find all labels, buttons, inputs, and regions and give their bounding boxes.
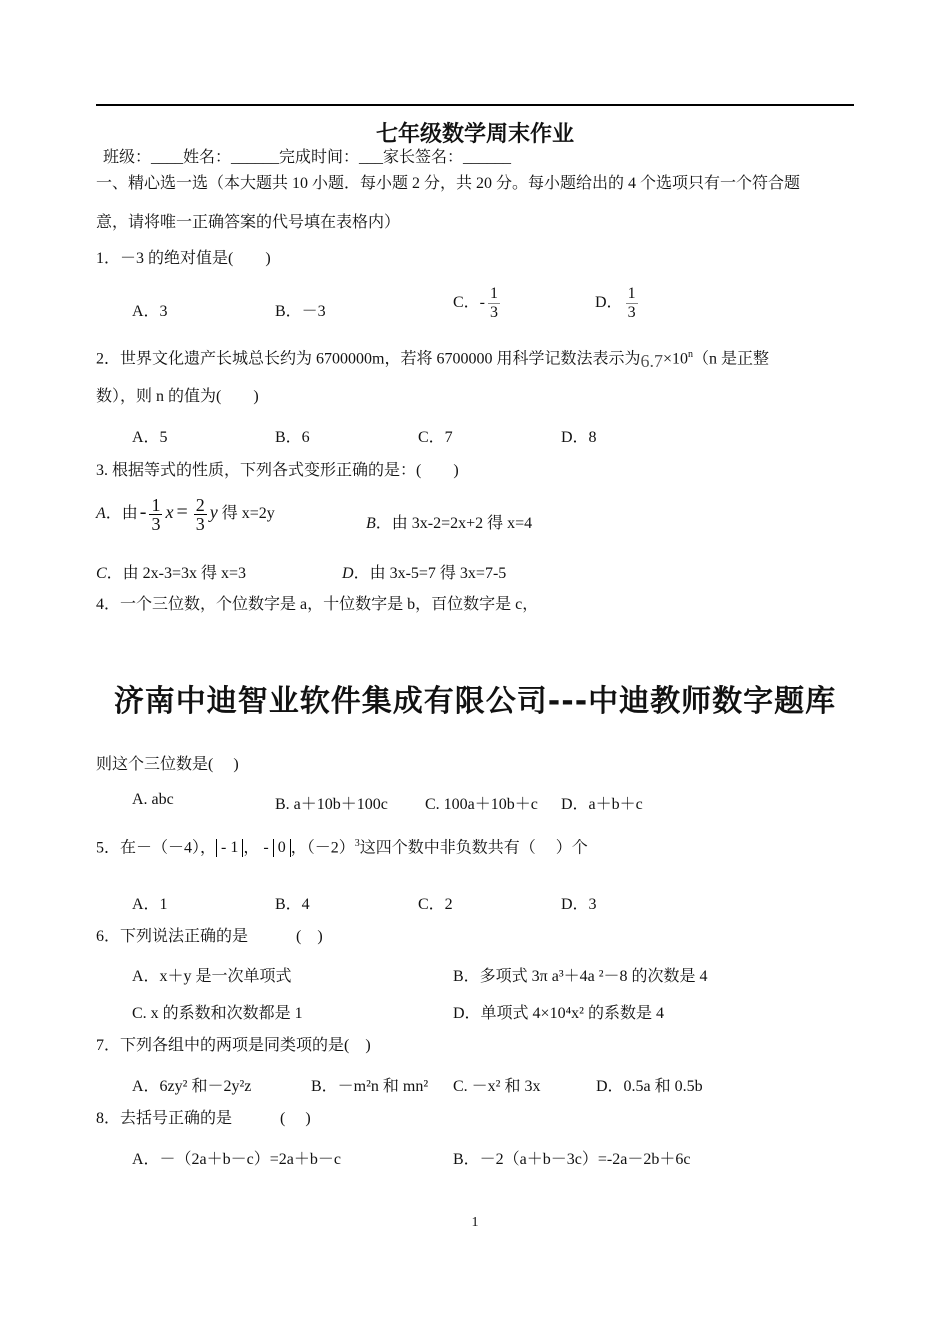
q6-option-b: B．多项式 3π a³＋4a ²－8 的次数是 4 [453, 968, 708, 985]
q5-exponent: 3 [354, 838, 360, 849]
q3-var-y: y [209, 502, 218, 523]
publisher-banner: 济南中迪智业软件集成有限公司---中迪教师数字题库 [113, 684, 837, 719]
fraction-denominator: 3 [627, 304, 636, 321]
fraction-numerator: 1 [490, 285, 499, 302]
q4-option-d: D．a＋b＋c [561, 796, 643, 813]
q6-stem: 6．下列说法正确的是 ( ) [96, 928, 323, 945]
q1-option-a: A．3 [132, 303, 168, 320]
header-rule [96, 104, 854, 106]
q3-minus-sign: - [139, 501, 147, 524]
fraction-denominator: 3 [195, 514, 205, 534]
q2-stem-text: 2．世界文化遗产长城总长约为 6700000m，若将 6700000 用科学记数法表示为 [96, 350, 641, 368]
q5-option-d: D．3 [561, 896, 597, 913]
q4-option-c: C. 100a＋10b＋c [425, 796, 538, 813]
q2-stem-tail: （n 是正整 [692, 350, 769, 368]
q5-separator: ， [243, 839, 260, 857]
q7-option-c: C. －x² 和 3x [453, 1078, 541, 1095]
q3-option-c-text: ．由 2x-3=3x 得 x=3 [106, 565, 247, 582]
q4-stem: 4．一个三位数，个位数字是 a，十位数字是 b，百位数字是 c， [96, 596, 539, 613]
q3-option-b-text: ．由 3x-2=2x+2 得 x=4 [375, 515, 533, 532]
q1-stem: 1．－3 的绝对值是( ) [96, 250, 271, 267]
q8-option-b: B．－2（a＋b－3c）=-2a－2b＋6c [453, 1151, 691, 1168]
q5-option-a: A．1 [132, 896, 168, 913]
q5-minus-sign: - [263, 839, 269, 857]
q2-option-b: B．6 [275, 429, 310, 446]
q2-coefficient: 6.7 [640, 351, 663, 372]
q3-option-c [96, 560, 246, 583]
q3-fraction-1 [149, 496, 162, 533]
fraction-numerator: 1 [627, 285, 636, 302]
q2-exponent: n [687, 349, 693, 360]
q1-option-b: B．－3 [275, 303, 326, 320]
q1-option-d-prefix: D． [595, 294, 623, 312]
q5-stem [96, 832, 588, 860]
q1-option-d-fraction [626, 285, 638, 322]
q1-option-d [595, 285, 641, 322]
q7-option-b: B．－m²n 和 mn² [311, 1078, 429, 1095]
q7-option-a: A．6zy² 和－2y²z [132, 1078, 252, 1095]
q4-option-a: A. abc [132, 791, 174, 808]
q3-option-a-tail: 得 x=2y [217, 505, 275, 523]
fraction-denominator: 3 [151, 514, 161, 534]
page-number: 1 [471, 1215, 479, 1230]
q6-option-d: D．单项式 4×10⁴x² 的系数是 4 [453, 1005, 664, 1022]
q3-var-x: x [165, 502, 174, 523]
q4-option-b: B. a＋10b＋100c [275, 796, 388, 813]
q3-equals-sign: = [176, 501, 188, 524]
fraction-numerator: 1 [151, 495, 161, 515]
q3-stem: 3. 根据等式的性质，下列各式变形正确的是：( ) [96, 462, 459, 479]
q6-option-c: C. x 的系数和次数都是 1 [132, 1005, 303, 1022]
q3-option-b [366, 510, 532, 533]
fraction-denominator: 3 [490, 304, 499, 321]
fraction-numerator: 2 [195, 495, 205, 515]
q3-option-a-label: A [96, 505, 106, 523]
q5-option-c: C．2 [418, 896, 453, 913]
q8-option-a: A．－（2a＋b－c）=2a＋b－c [132, 1151, 341, 1168]
q7-option-d: D．0.5a 和 0.5b [596, 1078, 703, 1095]
q1-option-c [453, 285, 503, 322]
q1-option-c-fraction [488, 285, 500, 322]
q8-stem: 8．去括号正确的是 ( ) [96, 1110, 311, 1127]
section-instructions-line2: 意，请将唯一正确答案的代号填在表格内） [96, 214, 401, 231]
page-title: 七年级数学周末作业 [375, 121, 574, 146]
q3-fraction-2 [194, 496, 207, 533]
q2-stem [96, 345, 769, 372]
q5-separator: ，（－2） [290, 839, 355, 857]
q3-option-c-label: C [96, 565, 107, 582]
q3-option-d-text: ．由 3x-5=7 得 3x=7-5 [353, 565, 507, 582]
q4-stem-line2: 则这个三位数是( ) [96, 756, 239, 773]
q5-abs-zero: 0 [273, 839, 291, 857]
q1-option-c-prefix: C．- [453, 294, 486, 312]
q7-stem: 7．下列各组中的两项是同类项的是( ) [96, 1037, 371, 1054]
q3-option-a-text: ．由 [105, 505, 138, 523]
q2-option-a: A．5 [132, 429, 168, 446]
q2-stem-line2: 数），则 n 的值为( ) [96, 388, 259, 405]
q3-option-d [342, 560, 506, 583]
q3-option-d-label: D [342, 565, 354, 582]
q6-option-a: A．x＋y 是一次单项式 [132, 968, 292, 985]
q2-option-c: C．7 [418, 429, 453, 446]
header-fields: 班级：____姓名：______完成时间：___家长签名：______ [103, 149, 512, 166]
q5-option-b: B．4 [275, 896, 310, 913]
q5-stem-prefix: 5．在－（－4）， [96, 839, 217, 857]
q3-option-a [96, 496, 275, 533]
section-instructions-line1: 一、精心选一选（本大题共 10 小题．每小题 2 分，共 20 分。每小题给出的 4 个选项只有一个符合题 [96, 175, 801, 192]
q2-times-ten: ×10 [662, 350, 688, 368]
q3-option-b-label: B [366, 515, 376, 532]
q5-stem-suffix: 这四个数中非负数共有（ ）个 [359, 839, 588, 857]
q2-option-d: D．8 [561, 429, 597, 446]
q5-abs-neg-one: - 1 [216, 839, 243, 857]
